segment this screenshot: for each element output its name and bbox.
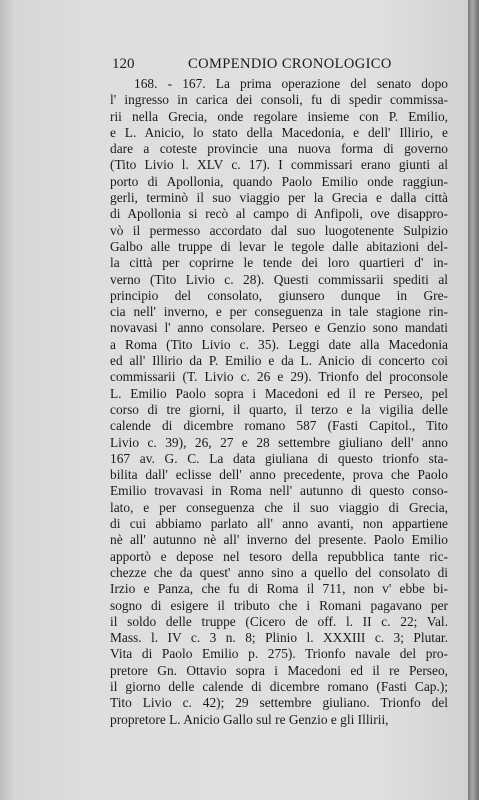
text-line: calende di dicembre romano 587 (Fasti Capitol., Tito bbox=[110, 418, 448, 434]
text-line: lato, e per conseguenza che il suo viaggio di Grecia, bbox=[110, 499, 448, 515]
text-line: l' ingresso in carica dei consoli, fu di spedir commissa- bbox=[110, 92, 448, 108]
text-line: dare a coteste provincie una nuova forma di governo bbox=[110, 141, 448, 157]
text-line: commissarii (T. Livio c. 26 e 29). Trionfo del proconsole bbox=[110, 369, 448, 385]
text-line: Mass. l. IV c. 3 n. 8; Plinio l. XXXIII c. 3; Plutar. bbox=[110, 630, 448, 646]
text-line: Emilio trovavasi in Roma nell' autunno di questo conso- bbox=[110, 483, 448, 499]
page-number: 120 bbox=[112, 56, 135, 72]
text-line: Galbo alle truppe di levar le tegole dalle abitazioni del- bbox=[110, 238, 448, 254]
text-line: e L. Anicio, lo stato della Macedonia, e dell' Illirio, e bbox=[110, 124, 448, 140]
text-line: il soldo delle truppe (Cicero de off. l. II c. 22; Val. bbox=[110, 613, 448, 629]
page-header bbox=[112, 56, 447, 76]
text-line: il giorno delle calende di dicembre romano (Fasti Cap.); bbox=[110, 678, 448, 694]
text-line: la città per coprirne le tende dei loro quartieri d' in- bbox=[110, 255, 448, 271]
page-edge bbox=[468, 0, 479, 800]
text-line: bilita dall' eclisse dell' anno precedente, prova che Paolo bbox=[110, 467, 448, 483]
text-line: nè all' autunno nè all' inverno del presente. Paolo Emilio bbox=[110, 532, 448, 548]
text-line: vò il permesso accordato dal suo luogotenente Sulpizio bbox=[110, 222, 448, 238]
text-line: Livio c. 39), 26, 27 e 28 settembre giuliano dell' anno bbox=[110, 434, 448, 450]
text-line: di Apollonia si recò al campo di Anfipoli, ove disappro- bbox=[110, 206, 448, 222]
text-line: rii nella Grecia, onde regolare insieme con P. Emilio, bbox=[110, 108, 448, 124]
running-title: COMPENDIO CRONOLOGICO bbox=[188, 56, 392, 72]
text-line: propretore L. Anicio Gallo sul re Genzio e gli Illirii, bbox=[110, 711, 389, 727]
text-line: L. Emilio Paolo sopra i Macedoni ed il re Perseo, pel bbox=[110, 385, 448, 401]
text-line: corso di tre giorni, il quarto, il terzo e la vigilia delle bbox=[110, 401, 448, 417]
text-line: Vita di Paolo Emilio p. 275). Trionfo navale del pro- bbox=[110, 646, 448, 662]
text-line: ed all' Illirio da P. Emilio e da L. Anicio di concerto coi bbox=[110, 353, 448, 369]
text-line: sogno di esigere il tributo che i Romani pagavano per bbox=[110, 597, 448, 613]
text-line: 168. - 167. La prima operazione del senato dopo bbox=[134, 76, 448, 91]
body-text bbox=[110, 76, 448, 728]
text-line: gerli, terminò il suo viaggio per la Grecia e dalla città bbox=[110, 190, 448, 206]
text-line: 167 av. G. C. La data giuliana di questo trionfo sta- bbox=[110, 450, 448, 466]
text-line: principio del consolato, giunsero dunque in Gre- bbox=[110, 287, 448, 303]
text-line: novavasi l' anno consolare. Perseo e Genzio sono mandati bbox=[110, 320, 448, 336]
text-line: Tito Livio c. 42); 29 settembre giuliano. Trionfo del bbox=[110, 695, 448, 711]
text-line: Irzio e Panza, che fu di Roma il 711, non v' ebbe bi- bbox=[110, 581, 448, 597]
text-line: a Roma (Tito Livio c. 35). Leggi date alla Macedonia bbox=[110, 336, 448, 352]
text-line: di cui abbiamo parlato all' anno avanti, non appartiene bbox=[110, 516, 448, 532]
text-line: porto di Apollonia, quando Paolo Emilio onde raggiun- bbox=[110, 173, 448, 189]
text-line: chezze che da quest' anno sino a quello del consolato di bbox=[110, 564, 448, 580]
text-line: apportò e depose nel tesoro della repubblica tante ric- bbox=[110, 548, 448, 564]
text-line: verno (Tito Livio c. 28). Questi commissarii spediti al bbox=[110, 271, 448, 287]
text-line: (Tito Livio l. XLV c. 17). I commissari erano giunti al bbox=[110, 157, 448, 173]
text-line: pretore Gn. Ottavio sopra i Macedoni ed il re Perseo, bbox=[110, 662, 448, 678]
text-line: cia nell' inverno, e per conseguenza in tale stagione rin- bbox=[110, 304, 448, 320]
